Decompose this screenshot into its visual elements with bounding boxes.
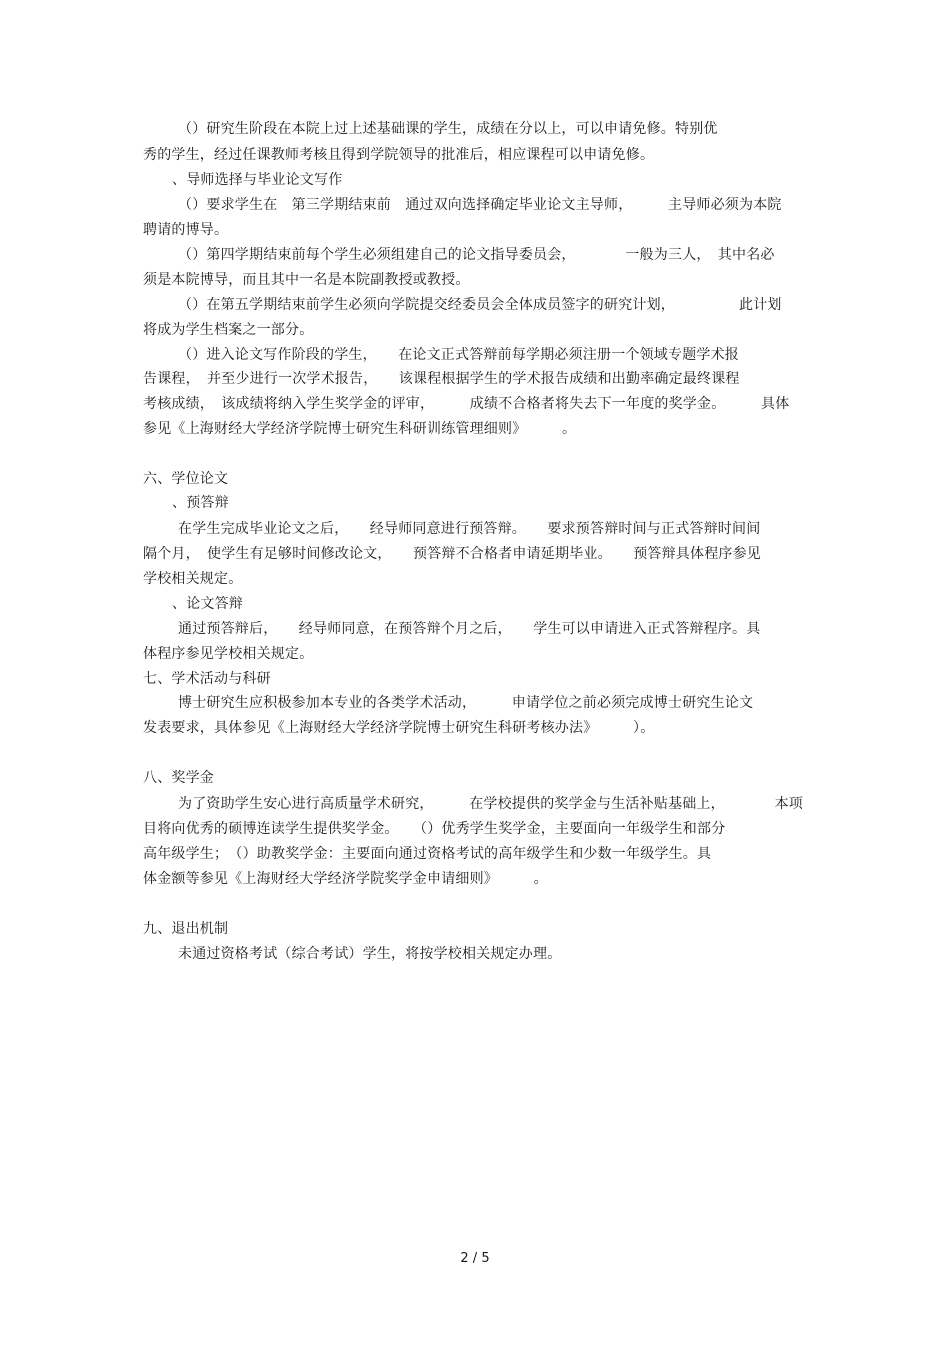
text-line: 未通过资格考试（综合考试）学生，将按学校相关规定办理。 <box>178 946 562 962</box>
text-line: 考核成绩， 该成绩将纳入学生奖学金的评审， 成绩不合格者将失去下一年度的奖学金。 具体 <box>143 396 790 412</box>
text-line: 学校相关规定。 <box>143 571 243 587</box>
text-line: 在学生完成毕业论文之后， 经导师同意进行预答辩。 要求预答辩时间与正式答辩时间间 <box>178 521 761 537</box>
text-line: 将成为学生档案之一部分。 <box>143 322 314 338</box>
subsection-heading: 、导师选择与毕业论文写作 <box>172 172 343 188</box>
section-heading: 八、奖学金 <box>143 770 214 786</box>
text-line: 隔个月， 使学生有足够时间修改论文， 预答辩不合格者申请延期毕业。 预答辩具体程序参见 <box>143 546 761 562</box>
text-line: 发表要求，具体参见《上海财经大学经济学院博士研究生科研考核办法》 ）。 <box>143 720 655 736</box>
subsection-heading: 、论文答辩 <box>172 596 243 612</box>
text-line: 高年级学生； （）助教奖学金：主要面向通过资格考试的高年级学生和少数一年级学生。具 <box>143 846 712 862</box>
page-number: 2 / 5 <box>460 1251 490 1266</box>
text-line: 聘请的博导。 <box>143 222 229 238</box>
section-heading: 九、退出机制 <box>143 921 229 937</box>
text-line: （）研究生阶段在本院上过上述基础课的学生，成绩在分以上，可以申请免修。特别优 <box>178 121 718 137</box>
section-heading: 六、学位论文 <box>143 471 229 487</box>
text-line: 体程序参见学校相关规定。 <box>143 646 314 662</box>
text-line: （）第四学期结束前每个学生必须组建自己的论文指导委员会， 一般为三人， 其中名必 <box>178 247 775 263</box>
text-line: （）在第五学期结束前学生必须向学院提交经委员会全体成员签字的研究计划， 此计划 <box>178 297 782 313</box>
text-line: 为了资助学生安心进行高质量学术研究， 在学校提供的奖学金与生活补贴基础上， 本项 <box>178 796 803 812</box>
text-line: 目将向优秀的硕博连读学生提供奖学金。 （）优秀学生奖学金，主要面向一年级学生和部分 <box>143 821 726 837</box>
text-line: 须是本院博导，而且其中一名是本院副教授或教授。 <box>143 272 470 288</box>
text-line: 体金额等参见《上海财经大学经济学院奖学金申请细则》 。 <box>143 871 548 887</box>
text-line: （）要求学生在 第三学期结束前 通过双向选择确定毕业论文主导师， 主导师必须为本院 <box>178 197 782 213</box>
section-heading: 七、学术活动与科研 <box>143 671 271 687</box>
text-line: 博士研究生应积极参加本专业的各类学术活动， 申请学位之前必须完成博士研究生论文 <box>178 695 754 711</box>
text-line: 秀的学生，经过任课教师考核且得到学院领导的批准后，相应课程可以申请免修。 <box>143 147 655 163</box>
text-line: （）进入论文写作阶段的学生， 在论文正式答辩前每学期必须注册一个领域专题学术报 <box>178 347 739 363</box>
text-line: 参见《上海财经大学经济学院博士研究生科研训练管理细则》 。 <box>143 421 577 437</box>
text-line: 告课程， 并至少进行一次学术报告， 该课程根据学生的学术报告成绩和出勤率确定最终课程 <box>143 371 740 387</box>
subsection-heading: 、预答辩 <box>172 495 229 511</box>
text-line: 通过预答辩后， 经导师同意，在预答辩个月之后， 学生可以申请进入正式答辩程序。具 <box>178 621 761 637</box>
